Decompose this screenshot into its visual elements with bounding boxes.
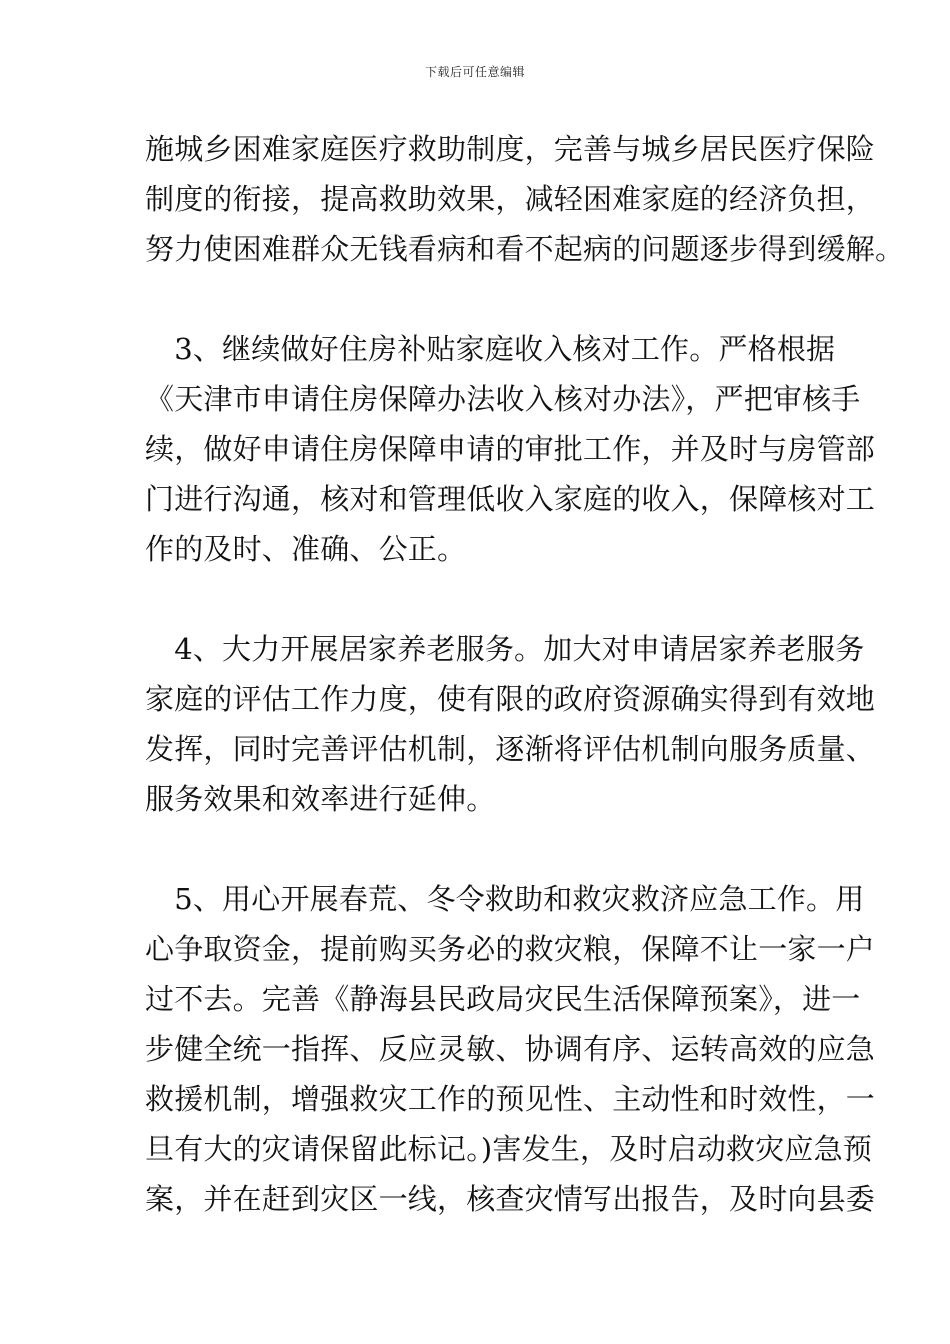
text-line: 5、用心开展春荒、冬令救助和救灾救济应急工作。用 [145, 882, 865, 916]
text-line: 续，做好申请住房保障申请的审批工作，并及时与房管部 [145, 432, 876, 466]
text-line: 作的及时、准确、公正。 [145, 532, 467, 566]
text-line: 制度的衔接，提高救助效果，减轻困难家庭的经济负担， [145, 182, 876, 216]
text-line: 家庭的评估工作力度，使有限的政府资源确实得到有效地 [145, 682, 876, 716]
text-line: 救援机制，增强救灾工作的预见性、主动性和时效性，一 [145, 1082, 876, 1116]
text-line: 过不去。完善《静海县民政局灾民生活保障预案》，进一 [145, 982, 861, 1016]
text-line: 努力使困难群众无钱看病和看不起病的问题逐步得到缓解。 [145, 232, 905, 266]
text-line: 案，并在赶到灾区一线，核查灾情写出报告，及时向县委 [145, 1182, 876, 1216]
text-line: 心争取资金，提前购买务必的救灾粮，保障不让一家一户 [145, 932, 876, 966]
text-line: 发挥，同时完善评估机制，逐渐将评估机制向服务质量、 [145, 732, 876, 766]
text-line: 施城乡困难家庭医疗救助制度，完善与城乡居民医疗保险 [145, 132, 876, 166]
text-line: 门进行沟通，核对和管理低收入家庭的收入，保障核对工 [145, 482, 876, 516]
text-line: 步健全统一指挥、反应灵敏、协调有序、运转高效的应急 [145, 1032, 876, 1066]
text-line: 4、大力开展居家养老服务。加大对申请居家养老服务 [145, 632, 865, 666]
text-line: 旦有大的灾请保留此标记。)害发生，及时启动救灾应急预 [145, 1132, 873, 1166]
page-header: 下载后可任意编辑 [424, 65, 525, 79]
text-line: 3、继续做好住房补贴家庭收入核对工作。严格根据 [145, 332, 836, 366]
text-line: 服务效果和效率进行延伸。 [145, 782, 496, 816]
text-line: 《天津市申请住房保障办法收入核对办法》，严把审核手 [145, 382, 861, 416]
